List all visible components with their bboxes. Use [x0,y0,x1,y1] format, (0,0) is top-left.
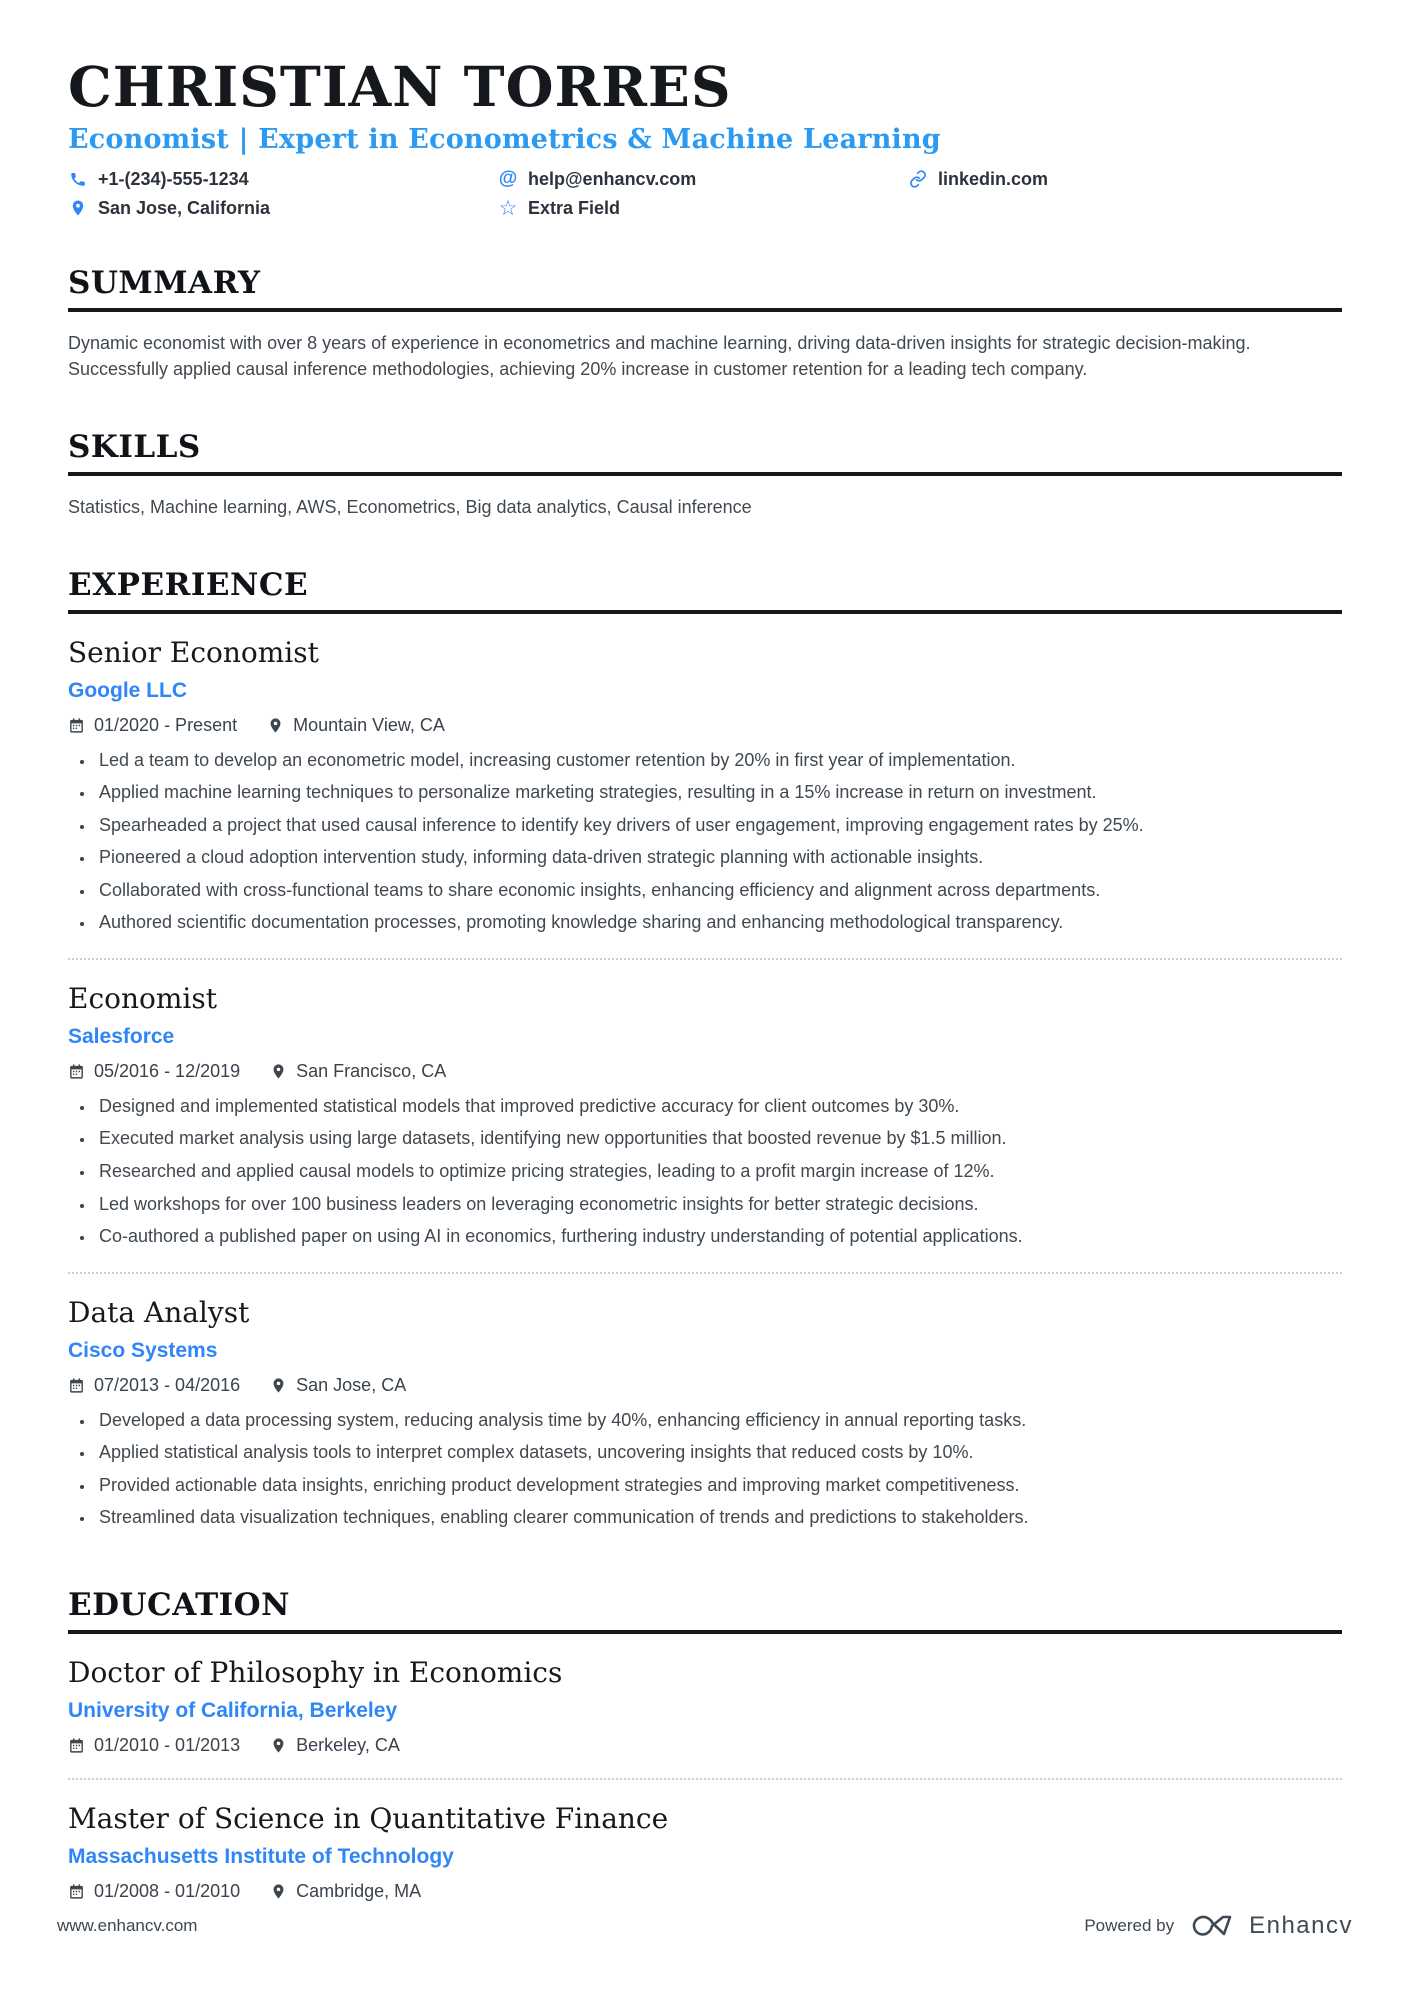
bullet-item: • Streamlined data visualization techniques, enabling clearer communication of trends and predictions to stakeholders. [95,1505,1342,1531]
bullet-item: • Researched and applied causal models to optimize pricing strategies, leading to a profit margin increase of 12%. [95,1159,1342,1185]
calendar-icon [68,1737,85,1754]
job-dates: 05/2016 - 12/2019 [68,1061,240,1082]
contact-email[interactable] [498,169,908,190]
bullet-item: • Executed market analysis using large datasets, identifying new opportunities that boosted revenue by $1.5 million. [95,1126,1342,1152]
experience-section [68,567,1342,1531]
job-meta [68,1375,1342,1396]
job-dates: 07/2013 - 04/2016 [68,1375,240,1396]
summary-heading: SUMMARY [68,265,1342,312]
job-location: Mountain View, CA [267,715,445,736]
contact-info [68,169,1342,219]
candidate-headline: Economist | Expert in Econometrics & Machine Learning [68,123,941,155]
degree-meta [68,1735,1342,1756]
degree-dates: 01/2008 - 01/2010 [68,1881,240,1902]
calendar-icon [68,1377,85,1394]
enhancv-brand-name: Enhancv [1249,1912,1353,1939]
enhancv-logo-icon [1188,1913,1240,1939]
bullet-item: • Collaborated with cross-functional teams to share economic insights, enhancing efficiency and alignment across departments. [95,878,1342,904]
job-company: Cisco Systems [68,1338,218,1362]
education-entry [68,1634,1342,1756]
star-icon: ☆ [498,196,518,220]
link-icon [908,169,928,189]
summary-section [68,265,1342,383]
pin-icon [270,1737,287,1754]
footer-site-link[interactable]: www.enhancv.com [57,1916,198,1935]
bullet-item: • Applied machine learning techniques to personalize marketing strategies, resulting in a 15% increase in return on investment. [95,780,1342,806]
degree-meta [68,1881,1342,1902]
degree-dates: 01/2010 - 01/2013 [68,1735,240,1756]
pin-icon [270,1377,287,1394]
bullet-item: • Applied statistical analysis tools to interpret complex datasets, uncovering insights that reduced costs by 10%. [95,1440,1342,1466]
degree-location: Cambridge, MA [270,1881,421,1902]
contact-phone [68,169,498,190]
experience-entry [68,614,1342,936]
experience-entry [68,1272,1342,1531]
contact-location-text: San Jose, California [98,197,271,218]
location-pin-icon [68,198,88,218]
powered-by-block [1084,1912,1353,1940]
bullet-item: • Led a team to develop an econometric model, increasing customer retention by 20% in first year of implementation. [95,748,1342,774]
bullet-item: • Authored scientific documentation processes, promoting knowledge sharing and enhancing methodological transparency. [95,910,1342,936]
degree-title: Doctor of Philosophy in Economics [68,1655,563,1689]
education-section [68,1587,1342,1902]
job-meta [68,1061,1342,1082]
education-entry [68,1778,1342,1902]
pin-icon [270,1063,287,1080]
contact-website-text[interactable]: linkedin.com [938,168,1049,189]
email-icon: @ [498,168,518,190]
job-dates: 01/2020 - Present [68,715,237,736]
calendar-icon [68,717,85,734]
phone-icon [68,169,88,189]
degree-school: Massachusetts Institute of Technology [68,1844,454,1868]
calendar-icon [68,1883,85,1900]
contact-email-text[interactable]: help@enhancv.com [528,168,697,189]
summary-text: Dynamic economist with over 8 years of experience in econometrics and machine learning, driving data-driven insights for strategic decision-making. Successfully applied causal inference methodologies, achieving 20% increase in customer retention for a leading tech company. [68,332,1251,380]
job-location: San Francisco, CA [270,1061,446,1082]
contact-extra-field [498,198,908,219]
job-title: Data Analyst [68,1295,250,1329]
resume-header [68,54,1342,220]
degree-title: Master of Science in Quantitative Finance [68,1801,669,1835]
degree-school: University of California, Berkeley [68,1698,398,1722]
skills-heading: SKILLS [68,429,1342,476]
pin-icon [267,717,284,734]
job-company: Salesforce [68,1024,175,1048]
experience-heading: EXPERIENCE [68,567,1342,614]
job-bullets [68,1408,1342,1531]
job-title: Economist [68,981,217,1015]
candidate-name: CHRISTIAN TORRES [68,54,732,119]
bullet-item: • Spearheaded a project that used causal inference to identify key drivers of user engagement, improving engagement rates by 25%. [95,813,1342,839]
calendar-icon [68,1063,85,1080]
education-heading: EDUCATION [68,1587,1342,1634]
pin-icon [270,1883,287,1900]
bullet-item: • Provided actionable data insights, enriching product development strategies and improving market competitiveness. [95,1473,1342,1499]
job-bullets [68,1094,1342,1250]
bullet-item: • Led workshops for over 100 business leaders on leveraging econometric insights for better strategic decisions. [95,1192,1342,1218]
contact-location [68,198,498,219]
skills-text: Statistics, Machine learning, AWS, Econometrics, Big data analytics, Causal inference [68,497,752,517]
bullet-item: • Designed and implemented statistical models that improved predictive accuracy for client outcomes by 30%. [95,1094,1342,1120]
powered-by-label: Powered by [1084,1916,1175,1935]
page-footer [0,1912,1410,1940]
job-meta [68,715,1342,736]
contact-extra-text: Extra Field [528,197,621,218]
job-bullets [68,748,1342,936]
contact-phone-text: +1-(234)-555-1234 [98,168,249,189]
job-title: Senior Economist [68,635,319,669]
experience-entry [68,958,1342,1250]
degree-location: Berkeley, CA [270,1735,400,1756]
contact-website[interactable] [908,169,1342,190]
bullet-item: • Pioneered a cloud adoption intervention study, informing data-driven strategic planning with actionable insights. [95,845,1342,871]
bullet-item: • Co-authored a published paper on using AI in economics, furthering industry understanding of potential applications. [95,1224,1342,1250]
job-company: Google LLC [68,678,187,702]
job-location: San Jose, CA [270,1375,406,1396]
enhancv-brand[interactable] [1188,1912,1353,1940]
bullet-item: • Developed a data processing system, reducing analysis time by 40%, enhancing efficiency in annual reporting tasks. [95,1408,1342,1434]
skills-section [68,429,1342,521]
